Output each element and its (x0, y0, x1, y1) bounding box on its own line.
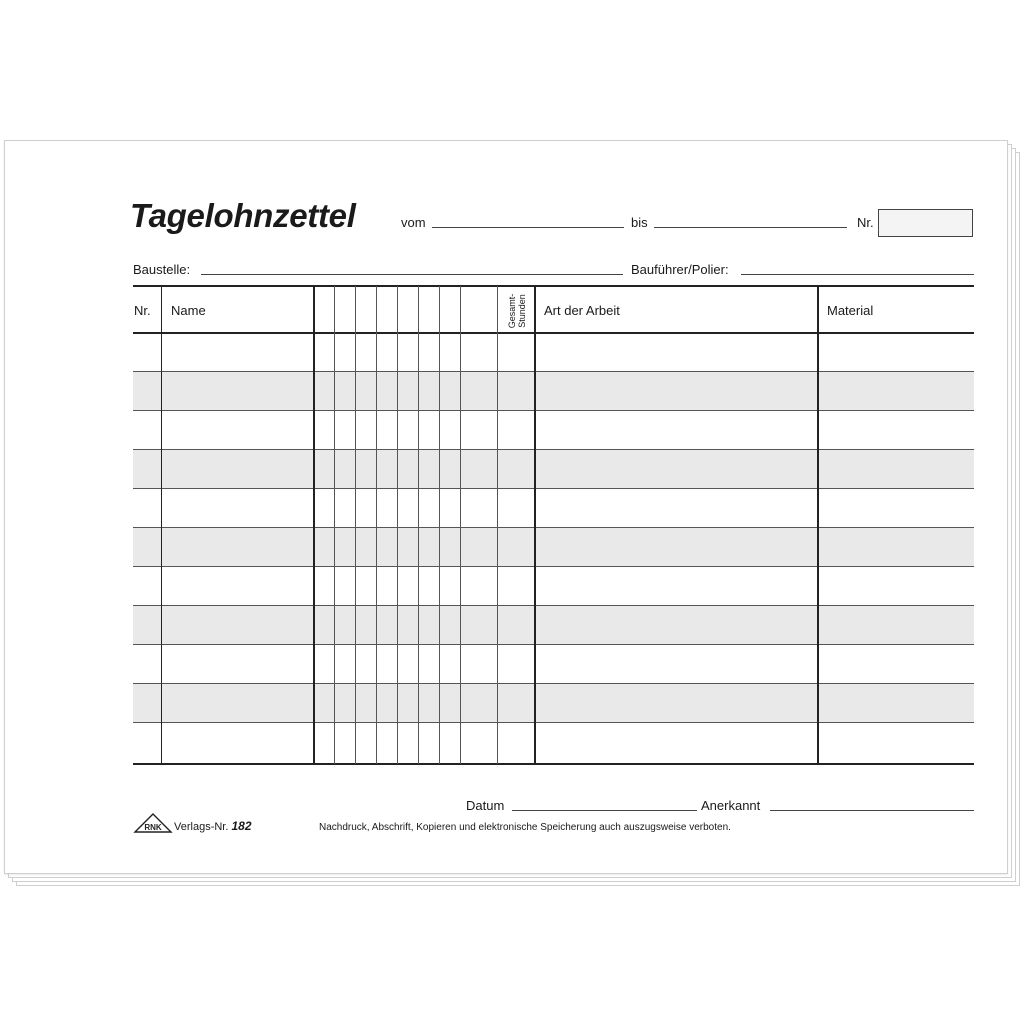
hour-column-divider (497, 286, 498, 764)
hour-column-divider (418, 286, 419, 764)
column-divider (817, 286, 819, 764)
vom-label: vom (401, 215, 426, 230)
column-divider (313, 286, 315, 764)
vom-field[interactable] (432, 227, 624, 228)
table-row[interactable] (133, 606, 974, 644)
header-nr: Nr. (134, 303, 151, 318)
baustelle-label: Baustelle: (133, 262, 191, 277)
row-divider (133, 488, 974, 489)
anerkannt-field[interactable] (770, 810, 974, 811)
rnk-logo-icon (133, 812, 173, 834)
row-divider (133, 683, 974, 684)
form-title: Tagelohnzettel (130, 197, 356, 234)
header-gesamt-line1: Gesamt- (507, 293, 517, 329)
copyright-notice: Nachdruck, Abschrift, Kopieren und elektronische Speicherung auch auszugsweise verboten. (319, 822, 731, 833)
anerkannt-label: Anerkannt (701, 798, 761, 813)
nr-field[interactable] (878, 209, 973, 237)
hour-column-divider (355, 286, 356, 764)
hour-column-divider (397, 286, 398, 764)
hour-column-divider (439, 286, 440, 764)
verlag-number: 182 (231, 819, 252, 833)
row-divider (133, 527, 974, 528)
verlag-label: Verlags-Nr. (174, 821, 229, 833)
header-material: Material (827, 303, 874, 318)
polier-field[interactable] (741, 274, 974, 275)
table-row[interactable] (133, 684, 974, 722)
verlag-info (174, 819, 252, 834)
table-bottom-border (133, 763, 974, 765)
bis-label: bis (631, 215, 648, 230)
header-bottom-border (133, 332, 974, 334)
hour-column-divider (460, 286, 461, 764)
row-divider (133, 371, 974, 372)
datum-label: Datum (466, 798, 505, 813)
row-divider (133, 644, 974, 645)
baustelle-field[interactable] (201, 274, 623, 275)
table-row[interactable] (133, 372, 974, 410)
table-row[interactable] (133, 450, 974, 488)
header-name: Name (171, 303, 206, 318)
nr-label: Nr. (857, 215, 874, 230)
table-row[interactable] (133, 528, 974, 566)
table-top-border (133, 285, 974, 287)
row-divider (133, 605, 974, 606)
polier-label: Bauführer/Polier: (631, 262, 729, 277)
column-divider (161, 286, 162, 764)
hour-column-divider (334, 286, 335, 764)
row-divider (133, 566, 974, 567)
header-art-der-arbeit: Art der Arbeit (544, 303, 620, 318)
row-divider (133, 449, 974, 450)
header-gesamt-stunden (500, 290, 534, 332)
column-divider (534, 286, 536, 764)
logo-text: RNK (144, 823, 162, 832)
hour-column-divider (376, 286, 377, 764)
datum-field[interactable] (512, 810, 697, 811)
header-gesamt-line2: Stunden (517, 294, 527, 328)
bis-field[interactable] (654, 227, 847, 228)
row-divider (133, 410, 974, 411)
row-divider (133, 722, 974, 723)
